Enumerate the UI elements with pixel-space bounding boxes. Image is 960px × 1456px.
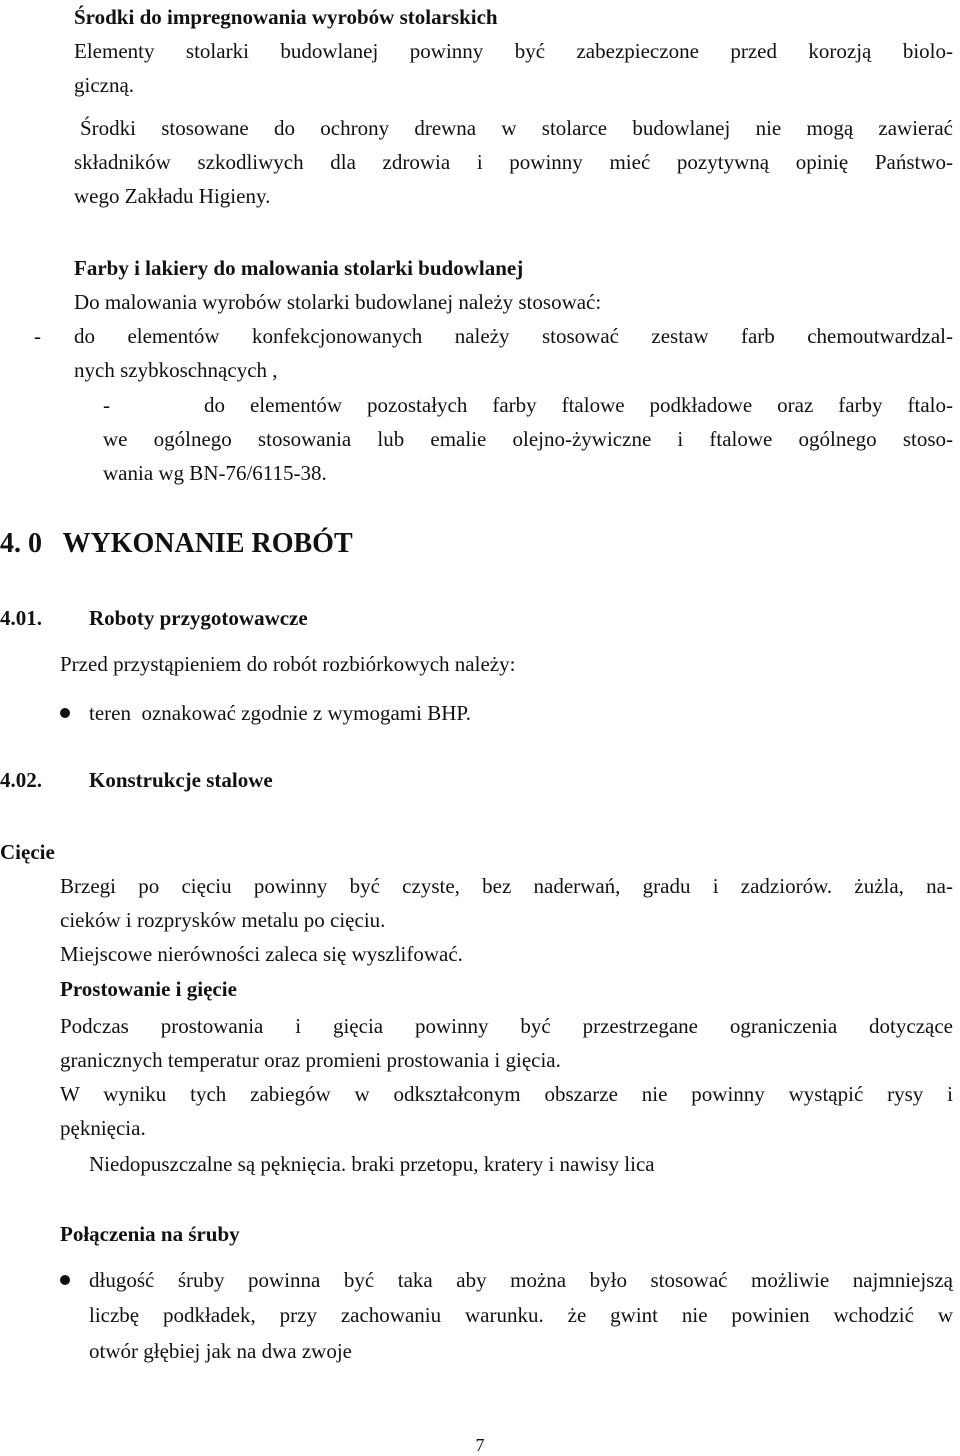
paragraph-line: Do malowania wyrobów stolarki budowlanej należy stosować: [74, 290, 602, 314]
paragraph-line: wego Zakładu Higieny. [74, 184, 271, 208]
paragraph-line: Przed przystąpieniem do robót rozbiórkowych należy: [60, 652, 516, 676]
list-dash: - [34, 324, 41, 348]
paragraph-line: Miejscowe nierówności zaleca się wyszlifować. [60, 942, 463, 966]
chapter-heading: 4. 0 WYKONANIE ROBÓT [0, 528, 353, 559]
paragraph-line: W wyniku tych zabiegów w odkształconym obszarze nie powinny wystąpić rysy i [60, 1082, 953, 1106]
section-heading-bolted-joints: Połączenia na śruby [60, 1222, 240, 1246]
paragraph-line: Niedopuszczalne są pęknięcia. braki przetopu, kratery i nawisy lica [89, 1152, 655, 1176]
paragraph-line: pęknięcia. [60, 1116, 146, 1140]
list-item-line: nych szybkoschnących , [74, 358, 278, 382]
list-item-line: do elementów pozostałych farby ftalowe podkładowe oraz farby ftalo- [204, 393, 953, 417]
list-item-line: do elementów konfekcjonowanych należy stosować zestaw farb chemoutwardzal- [74, 324, 953, 348]
section-heading-paints: Farby i lakiery do malowania stolarki budowlanej [74, 256, 524, 280]
section-heading-impregnation: Środki do impregnowania wyrobów stolarskich [74, 5, 498, 29]
section-heading-cutting: Cięcie [0, 840, 55, 864]
paragraph-line: Podczas prostowania i gięcia powinny być przestrzegane ograniczenia dotyczące [60, 1014, 953, 1038]
paragraph-line: granicznych temperatur oraz promieni prostowania i gięcia. [60, 1048, 561, 1072]
bullet-item-line: długość śruby powinna być taka aby można było stosować możliwie najmniejszą [89, 1268, 953, 1292]
list-item-line: wania wg BN-76/6115-38. [103, 461, 327, 485]
list-dash: - [103, 393, 110, 417]
bullet-item-line: otwór głębiej jak na dwa zwoje [89, 1339, 352, 1363]
bullet-icon [60, 708, 70, 718]
paragraph-line: Środki stosowane do ochrony drewna w stolarce budowlanej nie mogą zawierać [80, 116, 953, 140]
page-number: 7 [475, 1435, 485, 1455]
subsection-number: 4.02. [0, 768, 42, 792]
subsection-number: 4.01. [0, 606, 42, 630]
paragraph-line: Elementy stolarki budowlanej powinny być zabezpieczone przed korozją biolo- [74, 39, 953, 63]
paragraph-line: składników szkodliwych dla zdrowia i powinny mieć pozytywną opinię Państwo- [74, 150, 953, 174]
list-item-line: we ogólnego stosowania lub emalie olejno-żywiczne i ftalowe ogólnego stoso- [103, 427, 953, 451]
paragraph-line: cieków i rozprysków metalu po cięciu. [60, 908, 386, 932]
paragraph-line: giczną. [74, 73, 135, 97]
bullet-item: teren oznakować zgodnie z wymogami BHP. [89, 701, 471, 725]
subsection-title: Roboty przygotowawcze [89, 606, 308, 630]
paragraph-line: Brzegi po cięciu powinny być czyste, bez naderwań, gradu i zadziorów. żużla, na- [60, 874, 953, 898]
section-heading-straightening: Prostowanie i gięcie [60, 977, 237, 1001]
bullet-icon [60, 1275, 70, 1285]
subsection-title: Konstrukcje stalowe [89, 768, 273, 792]
bullet-item-line: liczbę podkładek, przy zachowaniu warunku. że gwint nie powinien wchodzić w [89, 1303, 953, 1327]
